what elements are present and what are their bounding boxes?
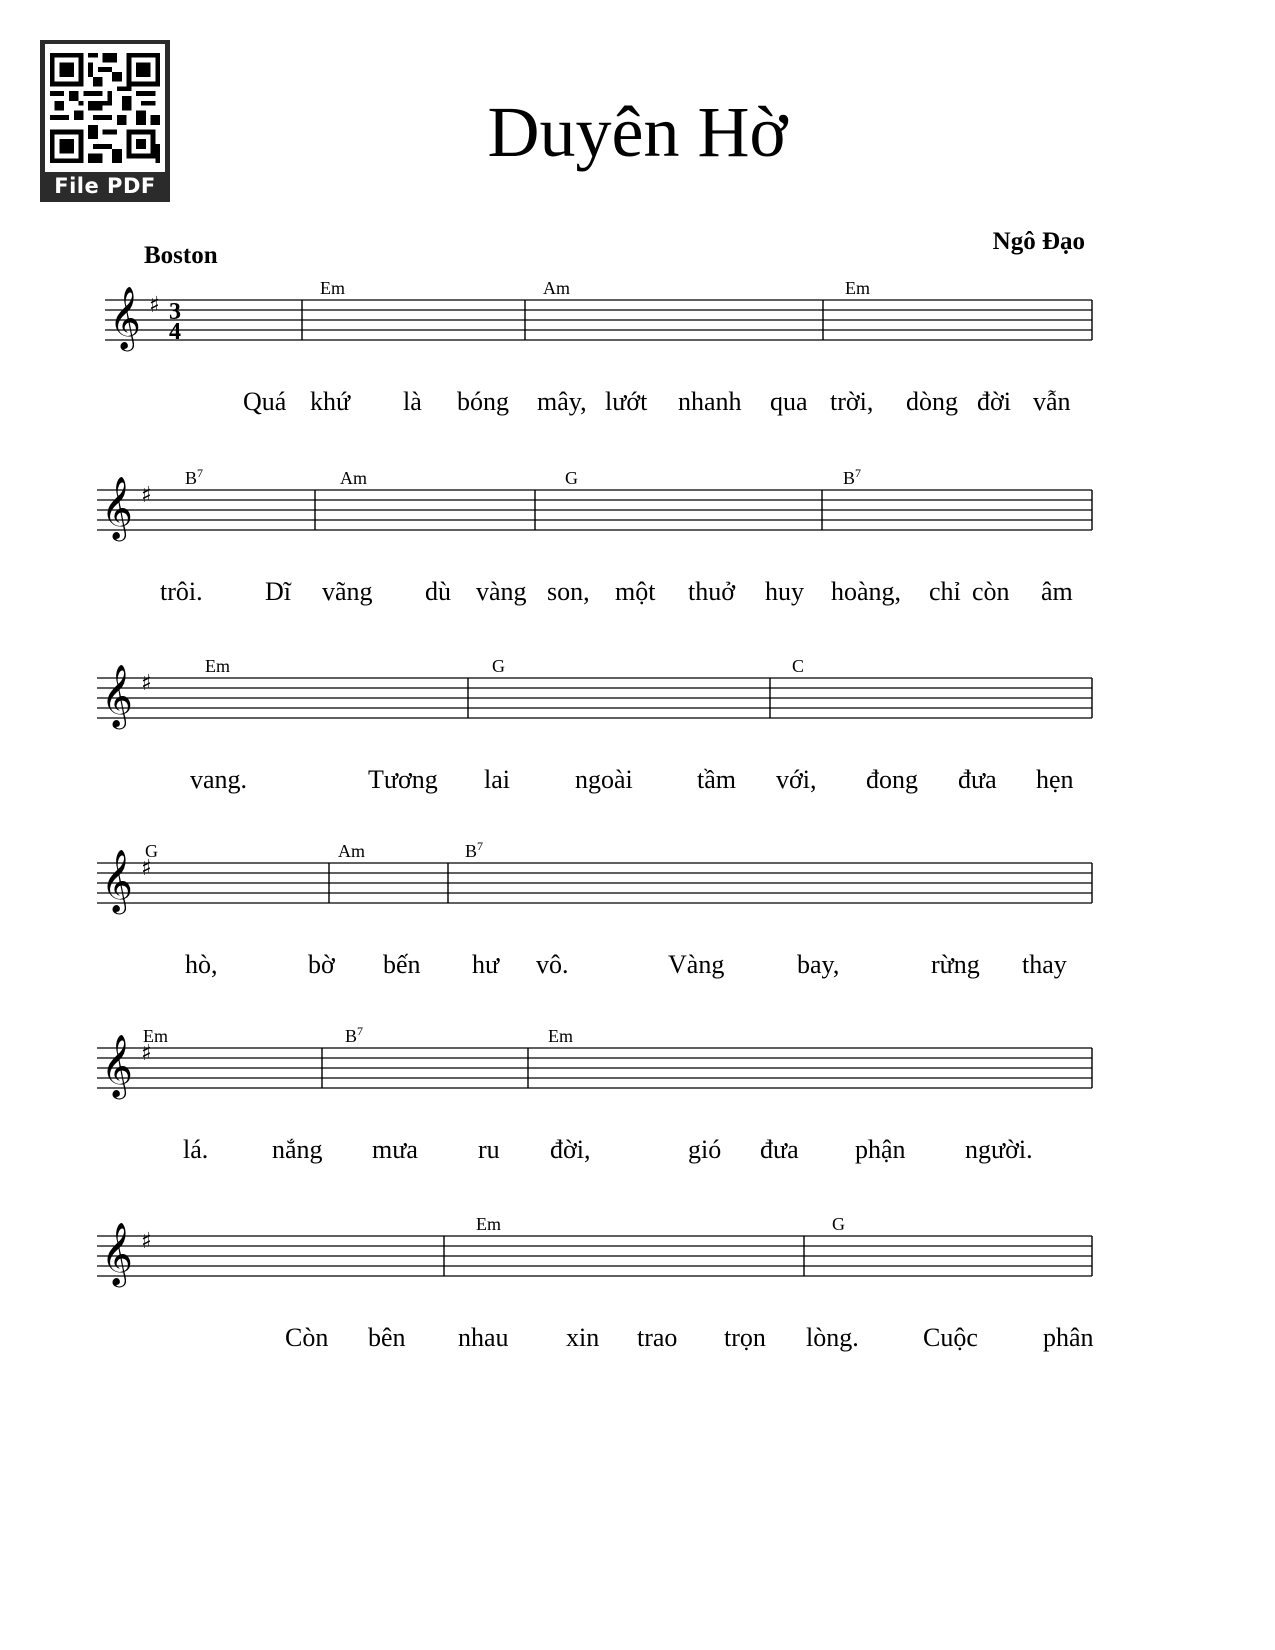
lyric-syllable: qua — [770, 387, 808, 416]
treble-clef-icon: 𝄞 — [101, 476, 133, 539]
staff-system — [97, 656, 1092, 794]
treble-clef-icon: 𝄞 — [101, 1222, 133, 1285]
lyric-syllable: Cuộc — [923, 1323, 978, 1352]
lyric-syllable: lai — [484, 765, 510, 794]
chord-symbol: Em — [476, 1214, 501, 1234]
lyric-syllable: trọn — [724, 1323, 766, 1352]
treble-clef-icon: 𝄞 — [101, 849, 133, 912]
lyric-syllable: nhanh — [678, 387, 742, 416]
chord-symbol: Em — [143, 1026, 168, 1046]
chord-symbol: Am — [543, 278, 570, 298]
lyric-syllable: vãng — [322, 577, 373, 606]
treble-clef-icon: 𝄞 — [101, 664, 133, 727]
sharp-icon: ♯ — [141, 671, 152, 696]
lyric-syllable: nhau — [458, 1323, 509, 1352]
lyric-syllable: chỉ — [929, 577, 961, 606]
composer-name: Ngô Đạo — [992, 228, 1085, 255]
chord-symbol: Am — [338, 841, 365, 861]
lyric-syllable: đưa — [958, 765, 997, 794]
lyric-syllable: đời — [977, 387, 1011, 416]
lyric-syllable: nắng — [272, 1135, 323, 1164]
chord-symbol: $B^7$ — [185, 466, 204, 488]
lyric-syllable: đong — [866, 765, 918, 794]
chord-symbol: C — [792, 656, 805, 676]
staff-system — [97, 1024, 1092, 1164]
lyric-syllable: Tương — [368, 765, 438, 794]
lyric-syllable: âm — [1041, 577, 1073, 606]
treble-clef-icon: 𝄞 — [101, 1034, 133, 1097]
chord-symbol: Em — [845, 278, 870, 298]
lyric-syllable: Dĩ — [265, 577, 291, 606]
lyric-syllable: là — [403, 387, 422, 416]
lyric-syllable: tầm — [697, 765, 736, 794]
lyric-syllable: vẫn — [1033, 387, 1071, 416]
time-signature-top: 3 — [169, 299, 181, 325]
lyric-syllable: lướt — [605, 387, 648, 416]
lyric-syllable: dòng — [906, 387, 958, 416]
lyric-syllable: hẹn — [1036, 765, 1074, 794]
staff-system — [97, 466, 1092, 606]
lyric-syllable: hò, — [185, 950, 218, 979]
lyric-syllable: đưa — [760, 1135, 799, 1164]
lyric-syllable: thuở — [688, 577, 735, 606]
lyric-syllable: trôi. — [160, 577, 203, 606]
lyric-syllable: bóng — [457, 387, 509, 416]
lyric-syllable: hoàng, — [831, 577, 902, 606]
lyric-syllable: gió — [688, 1135, 722, 1164]
sharp-icon: ♯ — [141, 1041, 152, 1066]
song-title: Duyên Hờ — [487, 92, 788, 172]
chord-symbol: Em — [320, 278, 345, 298]
treble-clef-icon: 𝄞 — [109, 286, 141, 349]
chord-symbol: G — [565, 468, 578, 488]
staff-system — [97, 1214, 1094, 1352]
lyric-syllable: Vàng — [668, 950, 725, 979]
lyric-syllable: vàng — [476, 577, 527, 606]
lyric-syllable: người. — [965, 1135, 1033, 1164]
lyric-syllable: dù — [425, 577, 451, 606]
lyric-syllable: rừng — [931, 950, 980, 979]
rhythm-style: Boston — [144, 242, 218, 269]
lyric-syllable: lá. — [183, 1135, 209, 1164]
lyric-syllable: Còn — [285, 1323, 329, 1352]
file-pdf-label: File PDF — [54, 174, 156, 198]
lyric-syllable: xin — [566, 1323, 600, 1352]
lyric-syllable: vang. — [190, 765, 248, 794]
lyric-syllable: thay — [1022, 950, 1067, 979]
staff-system — [105, 278, 1092, 416]
lyric-syllable: một — [615, 577, 656, 606]
lyric-syllable: vô. — [536, 950, 569, 979]
lyric-syllable: mây, — [537, 387, 587, 416]
chord-symbol: G — [145, 841, 158, 861]
lyric-syllable: trời, — [830, 387, 874, 416]
chord-symbol: Am — [340, 468, 367, 488]
lyric-syllable: ngoài — [575, 765, 633, 794]
lyric-syllable: bay, — [797, 950, 840, 979]
time-signature-bottom: 4 — [169, 319, 181, 345]
chord-symbol: $B^7$ — [345, 1024, 364, 1046]
chord-symbol: Em — [548, 1026, 573, 1046]
lyric-syllable: trao — [637, 1323, 678, 1352]
chord-symbol: $B^7$ — [843, 466, 862, 488]
chord-symbol: G — [832, 1214, 845, 1234]
lyric-syllable: đời, — [550, 1135, 591, 1164]
lyric-syllable: phân — [1043, 1323, 1094, 1352]
chord-symbol: Em — [205, 656, 230, 676]
sharp-icon: ♯ — [141, 856, 152, 881]
lyric-syllable: Quá — [243, 387, 287, 416]
sharp-icon: ♯ — [141, 483, 152, 508]
sharp-icon: ♯ — [149, 293, 160, 318]
chord-symbol: G — [492, 656, 505, 676]
lyric-syllable: bờ — [308, 950, 335, 979]
lyric-syllable: với, — [776, 765, 817, 794]
lyric-syllable: bến — [383, 950, 421, 979]
lyric-syllable: hư — [472, 950, 500, 979]
staff-system — [97, 839, 1092, 979]
lyric-syllable: son, — [547, 577, 590, 606]
lyric-syllable: phận — [855, 1135, 906, 1164]
lyric-syllable: bên — [368, 1323, 406, 1352]
lyric-syllable: còn — [972, 577, 1010, 606]
lyric-syllable: lòng. — [806, 1323, 859, 1352]
chord-symbol: $B^7$ — [465, 839, 484, 861]
lyric-syllable: huy — [765, 577, 804, 606]
sharp-icon: ♯ — [141, 1229, 152, 1254]
lyric-syllable: ru — [478, 1135, 500, 1164]
lyric-syllable: mưa — [372, 1135, 418, 1164]
lyric-syllable: khứ — [310, 387, 351, 416]
